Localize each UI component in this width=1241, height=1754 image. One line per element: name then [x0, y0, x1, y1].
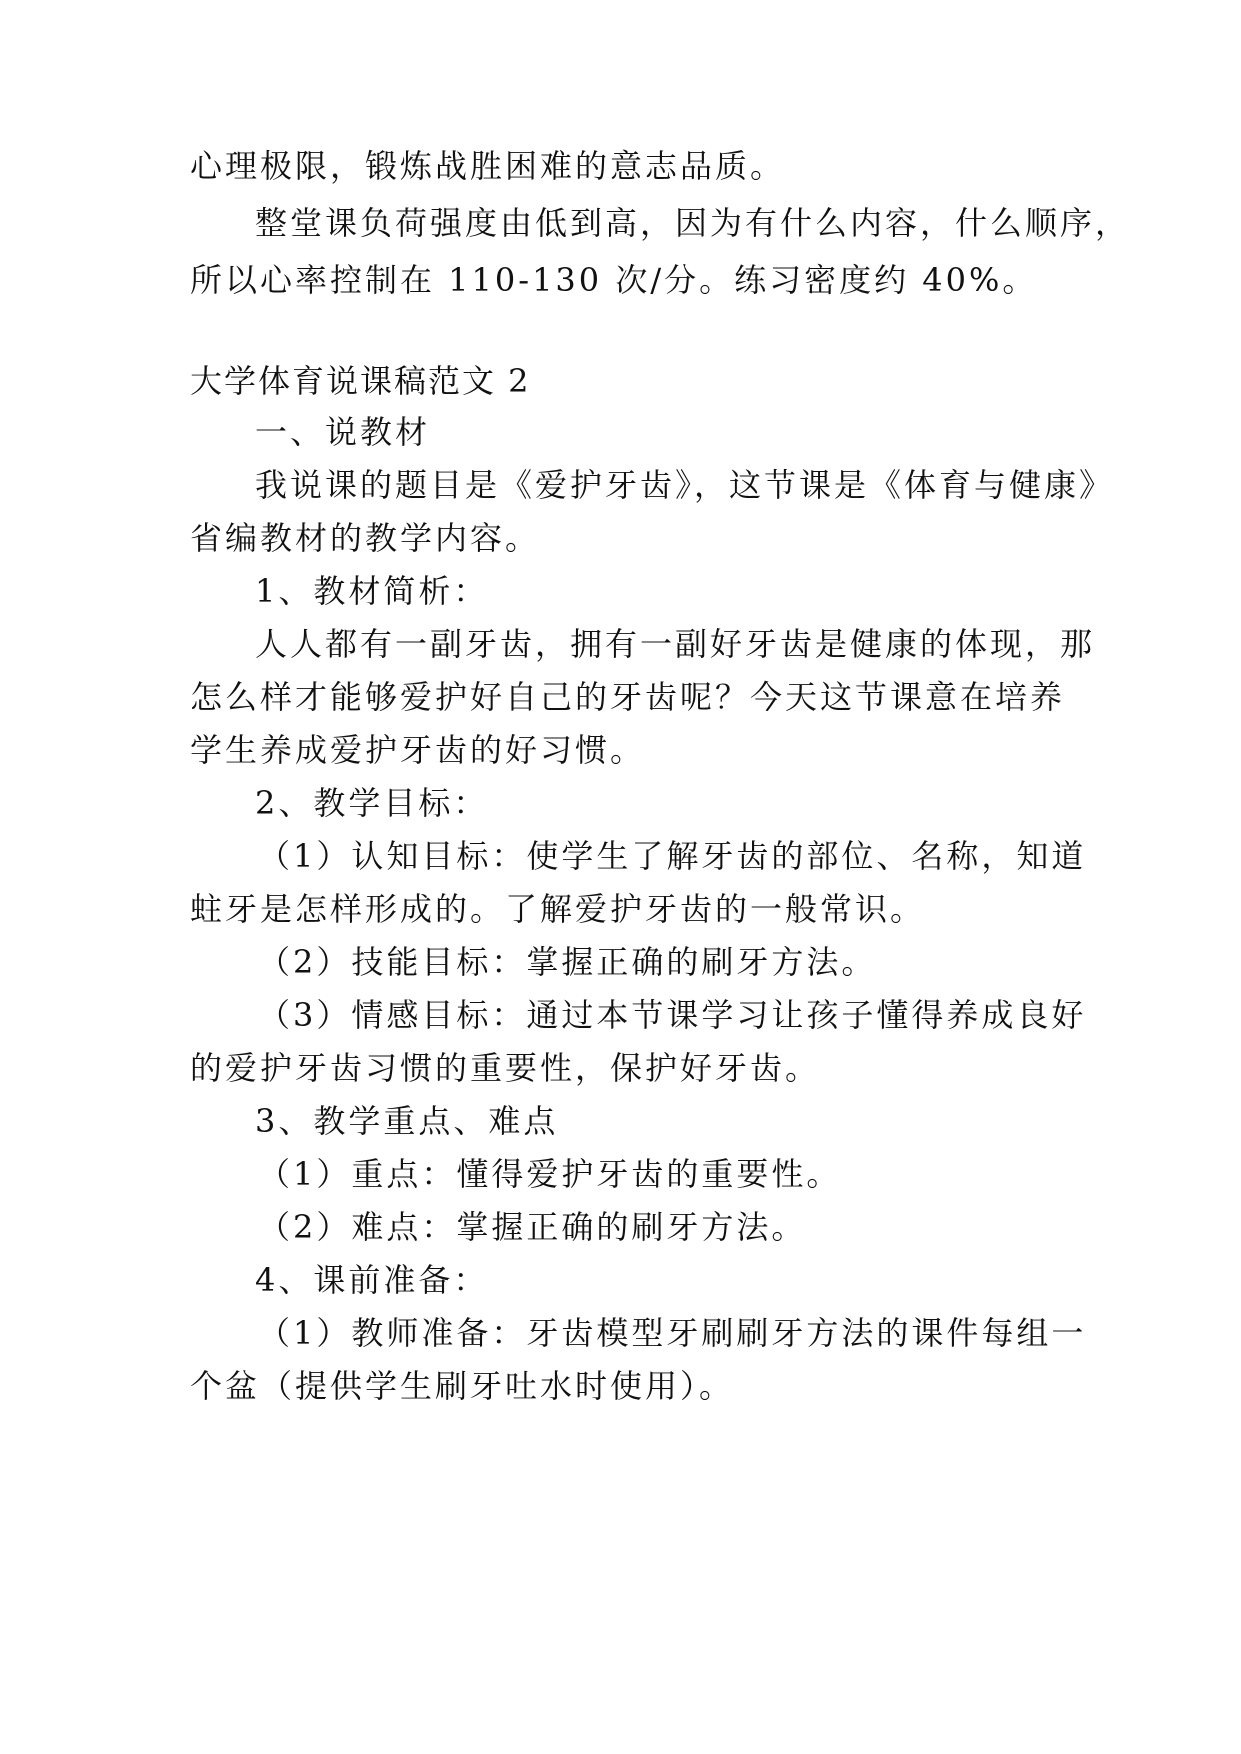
subsection-heading: 4、课前准备： [255, 1261, 489, 1299]
subsection-heading: 2、教学目标： [255, 784, 489, 822]
list-item: （2）技能目标：掌握正确的刷牙方法。 [258, 943, 877, 981]
paragraph-line: 个盆（提供学生刷牙吐水时使用）。 [190, 1367, 735, 1405]
section-title: 大学体育说课稿范文 2 [190, 362, 531, 400]
list-item: （3）情感目标：通过本节课学习让孩子懂得养成良好 [258, 996, 1087, 1034]
list-item: （1）认知目标：使学生了解牙齿的部位、名称，知道 [258, 837, 1087, 875]
paragraph-line: 心理极限，锻炼战胜困难的意志品质。 [190, 147, 786, 185]
subsection-heading: 1、教材简析： [255, 572, 489, 610]
subsection-heading: 3、教学重点、难点 [255, 1102, 559, 1140]
list-item: （2）难点：掌握正确的刷牙方法。 [258, 1208, 807, 1246]
paragraph-line: 我说课的题目是《爱护牙齿》，这节课是《体育与健康》 [255, 466, 1115, 504]
paragraph-line: 省编教材的教学内容。 [190, 519, 541, 557]
paragraph-line: 所以心率控制在 110-130 次/分。练习密度约 40%。 [190, 261, 1038, 299]
paragraph-line: 学生养成爱护牙齿的好习惯。 [190, 731, 646, 769]
paragraph-line: 人人都有一副牙齿，拥有一副好牙齿是健康的体现，那 [255, 625, 1096, 663]
paragraph-line: 蛀牙是怎样形成的。了解爱护牙齿的一般常识。 [190, 890, 926, 928]
paragraph-line: 的爱护牙齿习惯的重要性，保护好牙齿。 [190, 1049, 821, 1087]
list-item: （1）重点：懂得爱护牙齿的重要性。 [258, 1155, 842, 1193]
list-item: （1）教师准备：牙齿模型牙刷刷牙方法的课件每组一 [258, 1314, 1087, 1352]
paragraph-line: 怎么样才能够爱护好自己的牙齿呢？今天这节课意在培养 [190, 678, 1066, 716]
section-heading: 一、说教材 [255, 413, 431, 451]
paragraph-line: 整堂课负荷强度由低到高，因为有什么内容，什么顺序， [255, 204, 1131, 242]
